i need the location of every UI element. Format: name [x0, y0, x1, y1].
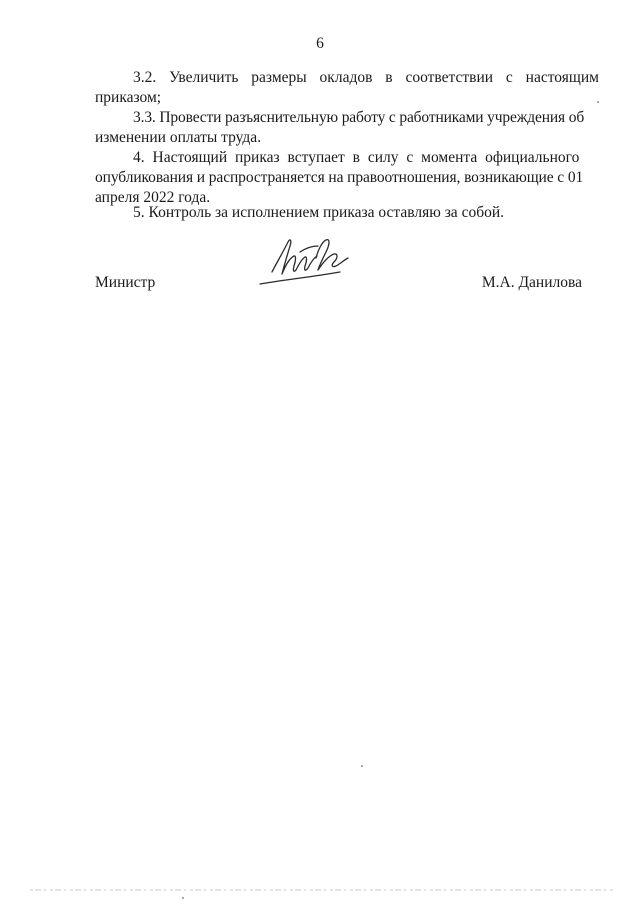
scan-speck	[182, 897, 184, 899]
paragraph-line: опубликования и распространяется на правоотношения, возникающие с 01	[95, 169, 584, 186]
paragraph-5	[95, 203, 582, 223]
paragraph-line: апреля 2022 года.	[95, 189, 211, 206]
paragraph-4	[95, 148, 582, 208]
signatory-name: М.А. Данилова	[481, 274, 582, 291]
paragraph-line: 3.3. Провести разъяснительную работу с работниками учреждения об	[133, 109, 585, 126]
paragraph-line: приказом;	[95, 89, 162, 106]
paragraph-3-2	[95, 68, 599, 108]
paragraph-line: 5. Контроль за исполнением приказа оставляю за собой.	[133, 204, 505, 221]
paragraph-line: изменении оплаты труда.	[95, 129, 262, 146]
paragraph-line: 4. Настоящий приказ вступает в силу с момента официального	[133, 149, 580, 166]
scan-speck	[597, 101, 599, 103]
scan-speck	[361, 765, 363, 767]
paragraph-3-3	[95, 108, 585, 148]
paragraph-line: 3.2. Увеличить размеры окладов в соответствии с настоящим	[133, 69, 599, 86]
signatory-position: Министр	[95, 274, 156, 291]
page-number: 6	[316, 35, 324, 52]
handwritten-signature	[252, 228, 362, 294]
scan-edge-artifact	[30, 889, 615, 891]
